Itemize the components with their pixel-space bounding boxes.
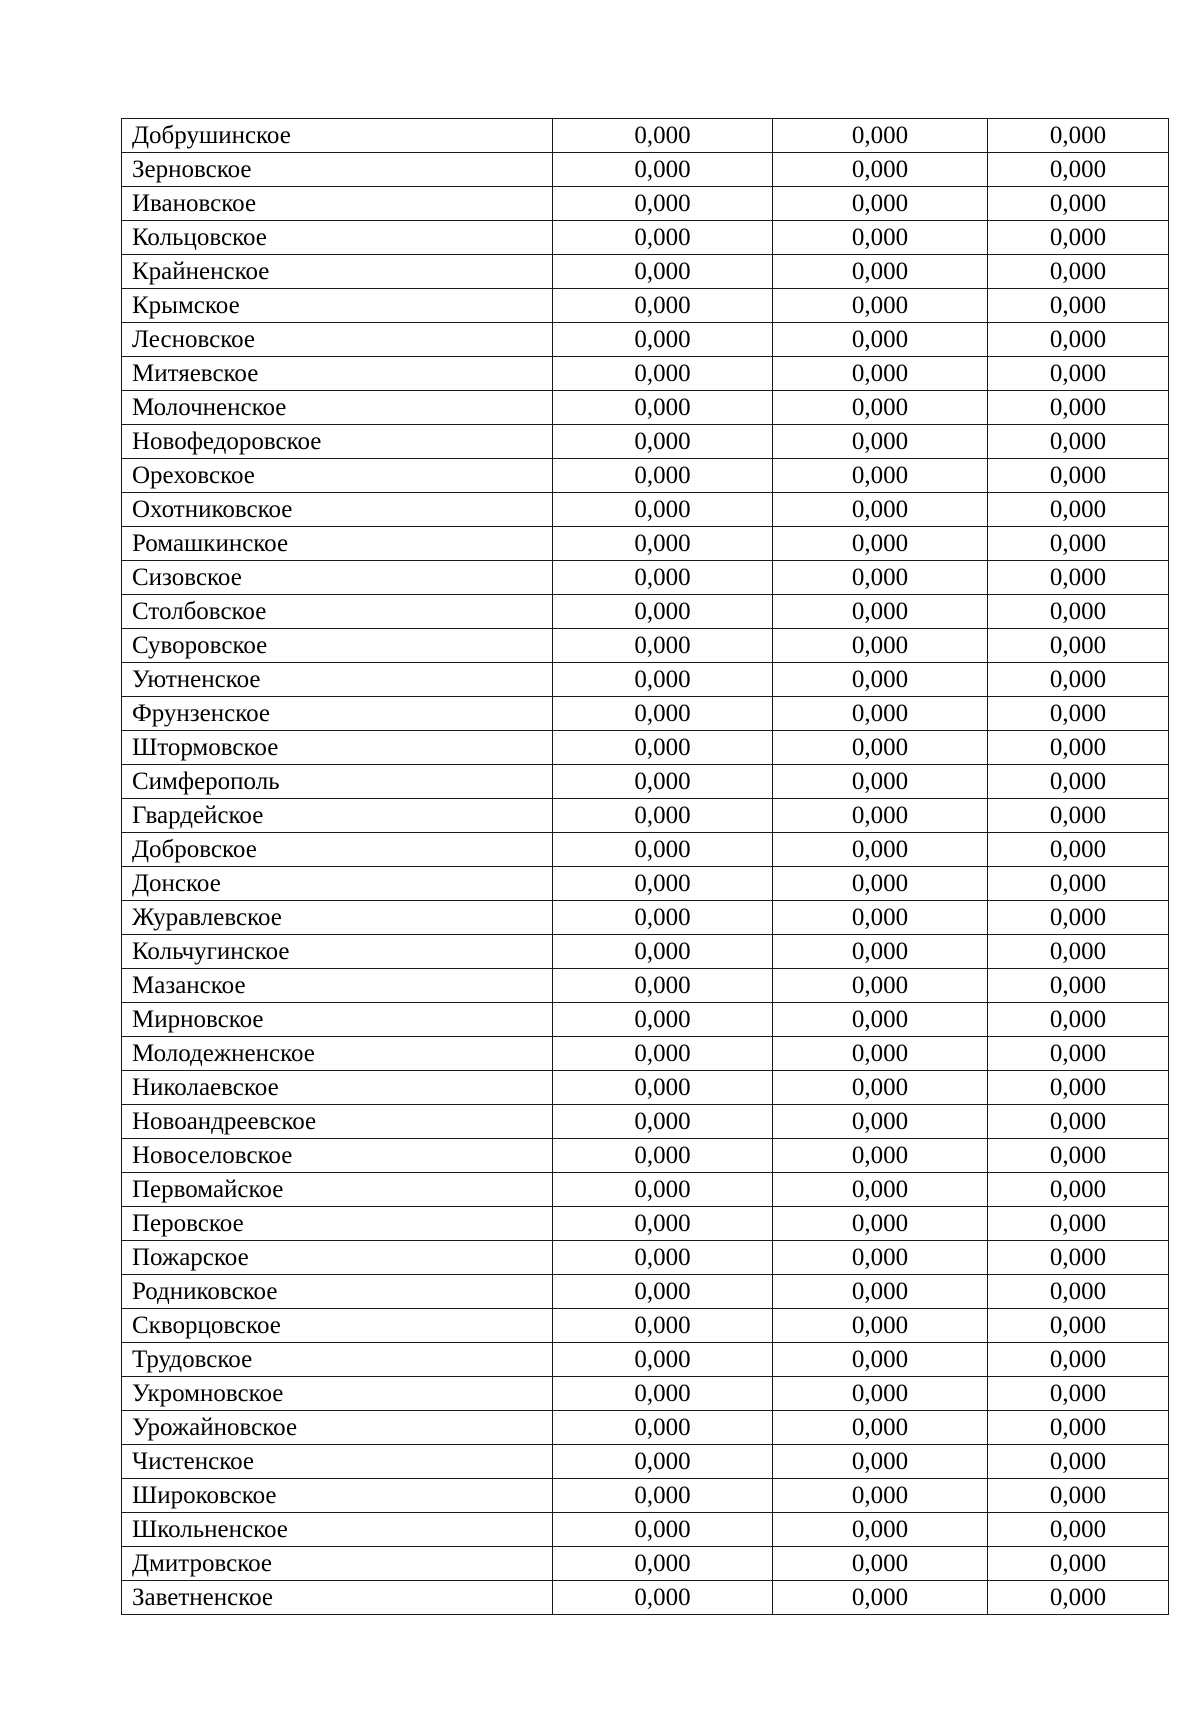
value-cell-3: 0,000 [988,663,1169,697]
value-cell-2: 0,000 [773,493,988,527]
value-cell-2: 0,000 [773,901,988,935]
value-cell-1: 0,000 [553,187,773,221]
value-cell-1: 0,000 [553,1071,773,1105]
value-cell-1: 0,000 [553,1037,773,1071]
value-cell-1: 0,000 [553,493,773,527]
value-cell-3: 0,000 [988,935,1169,969]
value-cell-1: 0,000 [553,663,773,697]
value-cell-1: 0,000 [553,1343,773,1377]
settlement-name-cell: Урожайновское [122,1411,553,1445]
table-row [122,1275,1169,1309]
settlement-name-cell: Суворовское [122,629,553,663]
table-row [122,1241,1169,1275]
value-cell-3: 0,000 [988,1411,1169,1445]
table-row [122,833,1169,867]
value-cell-2: 0,000 [773,595,988,629]
value-cell-3: 0,000 [988,765,1169,799]
settlement-name-cell: Крымское [122,289,553,323]
value-cell-1: 0,000 [553,1173,773,1207]
value-cell-3: 0,000 [988,1003,1169,1037]
table-row [122,187,1169,221]
value-cell-3: 0,000 [988,833,1169,867]
value-cell-1: 0,000 [553,1547,773,1581]
settlement-name-cell: Охотниковское [122,493,553,527]
value-cell-3: 0,000 [988,1309,1169,1343]
table-row [122,561,1169,595]
settlement-name-cell: Симферополь [122,765,553,799]
value-cell-1: 0,000 [553,765,773,799]
value-cell-2: 0,000 [773,1513,988,1547]
table-row [122,697,1169,731]
value-cell-1: 0,000 [553,323,773,357]
settlement-name-cell: Ореховское [122,459,553,493]
value-cell-1: 0,000 [553,1139,773,1173]
table-row [122,119,1169,153]
value-cell-3: 0,000 [988,867,1169,901]
value-cell-3: 0,000 [988,493,1169,527]
value-cell-3: 0,000 [988,527,1169,561]
value-cell-3: 0,000 [988,289,1169,323]
value-cell-3: 0,000 [988,1241,1169,1275]
value-cell-2: 0,000 [773,119,988,153]
table-row [122,289,1169,323]
value-cell-1: 0,000 [553,1241,773,1275]
value-cell-1: 0,000 [553,1581,773,1615]
value-cell-2: 0,000 [773,1139,988,1173]
value-cell-2: 0,000 [773,1581,988,1615]
table-row [122,1071,1169,1105]
value-cell-1: 0,000 [553,799,773,833]
table-row [122,1139,1169,1173]
value-cell-2: 0,000 [773,1377,988,1411]
value-cell-1: 0,000 [553,1445,773,1479]
table-row [122,1343,1169,1377]
value-cell-3: 0,000 [988,1173,1169,1207]
value-cell-3: 0,000 [988,697,1169,731]
value-cell-2: 0,000 [773,765,988,799]
table-row [122,1513,1169,1547]
settlement-name-cell: Скворцовское [122,1309,553,1343]
value-cell-2: 0,000 [773,459,988,493]
value-cell-2: 0,000 [773,1309,988,1343]
settlement-name-cell: Новофедоровское [122,425,553,459]
value-cell-3: 0,000 [988,1139,1169,1173]
value-cell-1: 0,000 [553,1377,773,1411]
value-cell-1: 0,000 [553,833,773,867]
value-cell-1: 0,000 [553,697,773,731]
table-row [122,493,1169,527]
value-cell-2: 0,000 [773,255,988,289]
value-cell-2: 0,000 [773,425,988,459]
value-cell-3: 0,000 [988,187,1169,221]
settlement-name-cell: Кольчугинское [122,935,553,969]
table-row [122,799,1169,833]
table-row [122,1547,1169,1581]
value-cell-2: 0,000 [773,323,988,357]
value-cell-2: 0,000 [773,153,988,187]
value-cell-2: 0,000 [773,221,988,255]
settlement-name-cell: Школьненское [122,1513,553,1547]
table-row [122,1173,1169,1207]
value-cell-1: 0,000 [553,357,773,391]
table-row [122,1377,1169,1411]
value-cell-3: 0,000 [988,1479,1169,1513]
settlement-name-cell: Николаевское [122,1071,553,1105]
settlement-name-cell: Заветненское [122,1581,553,1615]
value-cell-2: 0,000 [773,833,988,867]
value-cell-1: 0,000 [553,527,773,561]
settlement-name-cell: Ромашкинское [122,527,553,561]
value-cell-2: 0,000 [773,1037,988,1071]
value-cell-2: 0,000 [773,561,988,595]
settlement-name-cell: Родниковское [122,1275,553,1309]
value-cell-3: 0,000 [988,391,1169,425]
value-cell-1: 0,000 [553,289,773,323]
value-cell-2: 0,000 [773,1071,988,1105]
value-cell-3: 0,000 [988,1513,1169,1547]
value-cell-3: 0,000 [988,153,1169,187]
table-row [122,527,1169,561]
value-cell-2: 0,000 [773,391,988,425]
value-cell-1: 0,000 [553,255,773,289]
value-cell-1: 0,000 [553,1003,773,1037]
table-row [122,1445,1169,1479]
value-cell-1: 0,000 [553,1275,773,1309]
table-row [122,1411,1169,1445]
table-row [122,1207,1169,1241]
value-cell-3: 0,000 [988,1343,1169,1377]
value-cell-3: 0,000 [988,1071,1169,1105]
value-cell-1: 0,000 [553,867,773,901]
table-row [122,867,1169,901]
value-cell-1: 0,000 [553,1105,773,1139]
settlement-name-cell: Крайненское [122,255,553,289]
value-cell-2: 0,000 [773,1445,988,1479]
value-cell-1: 0,000 [553,595,773,629]
value-cell-1: 0,000 [553,969,773,1003]
value-cell-3: 0,000 [988,425,1169,459]
value-cell-3: 0,000 [988,1275,1169,1309]
value-cell-1: 0,000 [553,119,773,153]
value-cell-1: 0,000 [553,1207,773,1241]
settlement-name-cell: Ивановское [122,187,553,221]
value-cell-3: 0,000 [988,1581,1169,1615]
settlement-name-cell: Пожарское [122,1241,553,1275]
value-cell-2: 0,000 [773,799,988,833]
value-cell-3: 0,000 [988,119,1169,153]
settlement-name-cell: Молодежненское [122,1037,553,1071]
table-row [122,425,1169,459]
table-row [122,357,1169,391]
table-row [122,1479,1169,1513]
settlement-name-cell: Кольцовское [122,221,553,255]
table-row [122,1581,1169,1615]
settlement-name-cell: Журавлевское [122,901,553,935]
settlement-name-cell: Первомайское [122,1173,553,1207]
value-cell-2: 0,000 [773,1003,988,1037]
value-cell-2: 0,000 [773,1105,988,1139]
table-row [122,595,1169,629]
settlement-name-cell: Широковское [122,1479,553,1513]
settlement-name-cell: Молочненское [122,391,553,425]
value-cell-2: 0,000 [773,1479,988,1513]
value-cell-1: 0,000 [553,629,773,663]
value-cell-2: 0,000 [773,1173,988,1207]
table-row [122,629,1169,663]
value-cell-2: 0,000 [773,1241,988,1275]
value-cell-2: 0,000 [773,1343,988,1377]
table-row [122,901,1169,935]
value-cell-3: 0,000 [988,731,1169,765]
table-row [122,459,1169,493]
settlement-name-cell: Сизовское [122,561,553,595]
value-cell-3: 0,000 [988,901,1169,935]
settlement-name-cell: Митяевское [122,357,553,391]
value-cell-3: 0,000 [988,1207,1169,1241]
value-cell-2: 0,000 [773,731,988,765]
value-cell-2: 0,000 [773,663,988,697]
settlement-name-cell: Штормовское [122,731,553,765]
value-cell-2: 0,000 [773,867,988,901]
value-cell-3: 0,000 [988,799,1169,833]
value-cell-2: 0,000 [773,187,988,221]
settlement-name-cell: Лесновское [122,323,553,357]
settlement-name-cell: Зерновское [122,153,553,187]
value-cell-2: 0,000 [773,289,988,323]
table-row [122,1309,1169,1343]
value-cell-3: 0,000 [988,323,1169,357]
settlement-name-cell: Трудовское [122,1343,553,1377]
value-cell-1: 0,000 [553,1479,773,1513]
table-row [122,323,1169,357]
table-row [122,153,1169,187]
settlement-name-cell: Дмитровское [122,1547,553,1581]
value-cell-2: 0,000 [773,629,988,663]
value-cell-3: 0,000 [988,1547,1169,1581]
value-cell-2: 0,000 [773,1411,988,1445]
table-row [122,663,1169,697]
value-cell-3: 0,000 [988,459,1169,493]
settlement-name-cell: Новоандреевское [122,1105,553,1139]
value-cell-1: 0,000 [553,221,773,255]
value-cell-2: 0,000 [773,357,988,391]
value-cell-3: 0,000 [988,1445,1169,1479]
value-cell-3: 0,000 [988,1105,1169,1139]
value-cell-1: 0,000 [553,1309,773,1343]
value-cell-2: 0,000 [773,527,988,561]
value-cell-3: 0,000 [988,221,1169,255]
value-cell-1: 0,000 [553,391,773,425]
value-cell-1: 0,000 [553,935,773,969]
value-cell-2: 0,000 [773,1207,988,1241]
table-row [122,221,1169,255]
settlement-name-cell: Укромновское [122,1377,553,1411]
value-cell-1: 0,000 [553,153,773,187]
table-row [122,731,1169,765]
table-row [122,1003,1169,1037]
table-row [122,255,1169,289]
settlement-name-cell: Фрунзенское [122,697,553,731]
settlement-name-cell: Чистенское [122,1445,553,1479]
value-cell-1: 0,000 [553,561,773,595]
settlement-name-cell: Добровское [122,833,553,867]
table-row [122,935,1169,969]
value-cell-1: 0,000 [553,1513,773,1547]
value-cell-2: 0,000 [773,1275,988,1309]
value-cell-3: 0,000 [988,255,1169,289]
value-cell-2: 0,000 [773,1547,988,1581]
value-cell-1: 0,000 [553,459,773,493]
value-cell-3: 0,000 [988,969,1169,1003]
settlements-table [121,118,1169,1615]
table-row [122,765,1169,799]
settlement-name-cell: Донское [122,867,553,901]
settlement-name-cell: Мазанское [122,969,553,1003]
value-cell-2: 0,000 [773,969,988,1003]
settlement-name-cell: Гвардейское [122,799,553,833]
value-cell-1: 0,000 [553,731,773,765]
table-row [122,1105,1169,1139]
value-cell-2: 0,000 [773,935,988,969]
value-cell-2: 0,000 [773,697,988,731]
value-cell-1: 0,000 [553,901,773,935]
value-cell-3: 0,000 [988,561,1169,595]
table-row [122,1037,1169,1071]
value-cell-3: 0,000 [988,595,1169,629]
table-body [122,119,1169,1615]
value-cell-3: 0,000 [988,629,1169,663]
settlement-name-cell: Добрушинское [122,119,553,153]
value-cell-1: 0,000 [553,425,773,459]
settlement-name-cell: Столбовское [122,595,553,629]
value-cell-3: 0,000 [988,1037,1169,1071]
settlement-name-cell: Уютненское [122,663,553,697]
settlement-name-cell: Перовское [122,1207,553,1241]
table-row [122,391,1169,425]
value-cell-3: 0,000 [988,1377,1169,1411]
value-cell-1: 0,000 [553,1411,773,1445]
value-cell-3: 0,000 [988,357,1169,391]
table-row [122,969,1169,1003]
settlement-name-cell: Мирновское [122,1003,553,1037]
settlement-name-cell: Новоселовское [122,1139,553,1173]
